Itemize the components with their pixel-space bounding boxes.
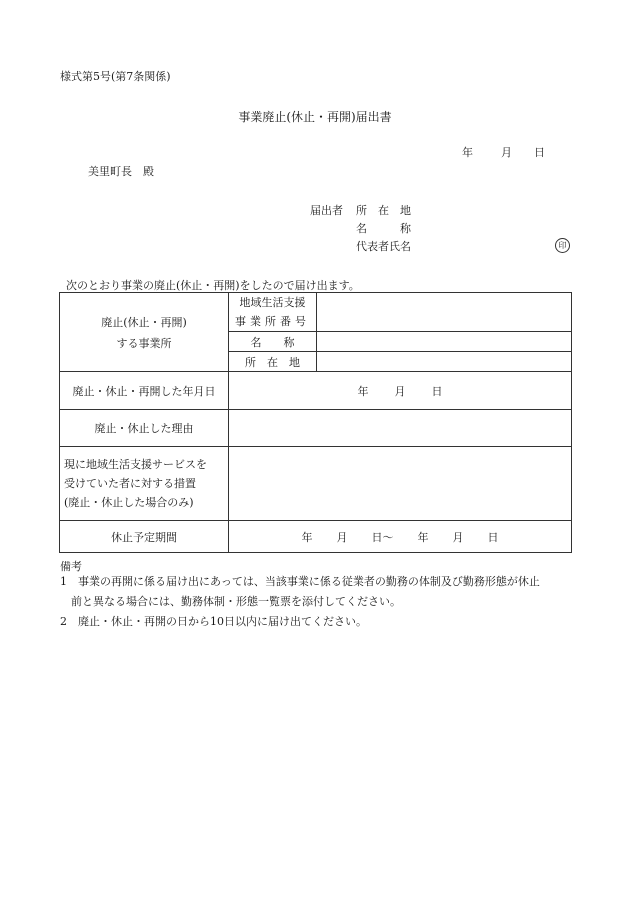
remarks-note-1-line-2: 前と異なる場合には、勤務体制・形態一覧票を添付してください。 — [60, 595, 401, 608]
reason-field[interactable] — [229, 410, 572, 447]
seal-icon: 印 — [555, 238, 570, 253]
measures-field[interactable] — [229, 447, 572, 521]
table-row — [60, 410, 572, 447]
remarks-note-2: 2 廃止・休止・再開の日から10日以内に届け出てください。 — [60, 615, 367, 628]
date-month-label: 月 — [501, 146, 512, 159]
reason-label: 廃止・休止した理由 — [60, 410, 229, 447]
table-row — [60, 521, 572, 553]
office-section-label: 廃止(休止・再開) する事業所 — [60, 293, 229, 372]
table-row — [60, 447, 572, 521]
date-day-label: 日 — [534, 146, 545, 159]
table-row — [60, 372, 572, 410]
office-number-field[interactable] — [317, 293, 572, 332]
date-year-label: 年 — [462, 146, 473, 159]
table-row — [60, 293, 572, 332]
office-address-label: 所 在 地 — [229, 352, 317, 372]
notifier-representative-label: 代表者氏名 — [356, 240, 411, 253]
notifier-name-label: 名 称 — [356, 222, 411, 235]
addressee: 美里町長 殿 — [88, 165, 154, 178]
suspension-period-label: 休止予定期間 — [60, 521, 229, 553]
office-name-label: 名 称 — [229, 332, 317, 352]
intro-text: 次のとおり事業の廃止(休止・再開)をしたので届け出ます。 — [66, 279, 360, 292]
office-name-field[interactable] — [317, 332, 572, 352]
submission-date — [462, 144, 545, 160]
remarks-note-1-line-1: 1 事業の再開に係る届け出にあっては、当該事業に係る従業者の勤務の体制及び勤務形態が休止 — [60, 575, 540, 588]
office-address-field[interactable] — [317, 352, 572, 372]
notifier-label: 届出者 — [310, 204, 343, 217]
notifier-address-label: 所 在 地 — [356, 204, 411, 217]
form-number: 様式第5号(第7条関係) — [60, 70, 171, 83]
notification-table — [59, 292, 572, 553]
document-title: 事業廃止(休止・再開)届出書 — [238, 110, 392, 124]
change-date-label: 廃止・休止・再開した年月日 — [60, 372, 229, 410]
office-number-label: 地域生活支援 事業所番号 — [229, 293, 317, 332]
change-date-field[interactable]: 年 月 日 — [229, 372, 572, 410]
measures-label: 現に地域生活支援サービスを 受けていた者に対する措置 (廃止・休止した場合のみ) — [60, 447, 229, 521]
remarks-heading: 備考 — [60, 560, 82, 573]
suspension-period-field[interactable]: 年 月 日〜 年 月 日 — [229, 521, 572, 553]
